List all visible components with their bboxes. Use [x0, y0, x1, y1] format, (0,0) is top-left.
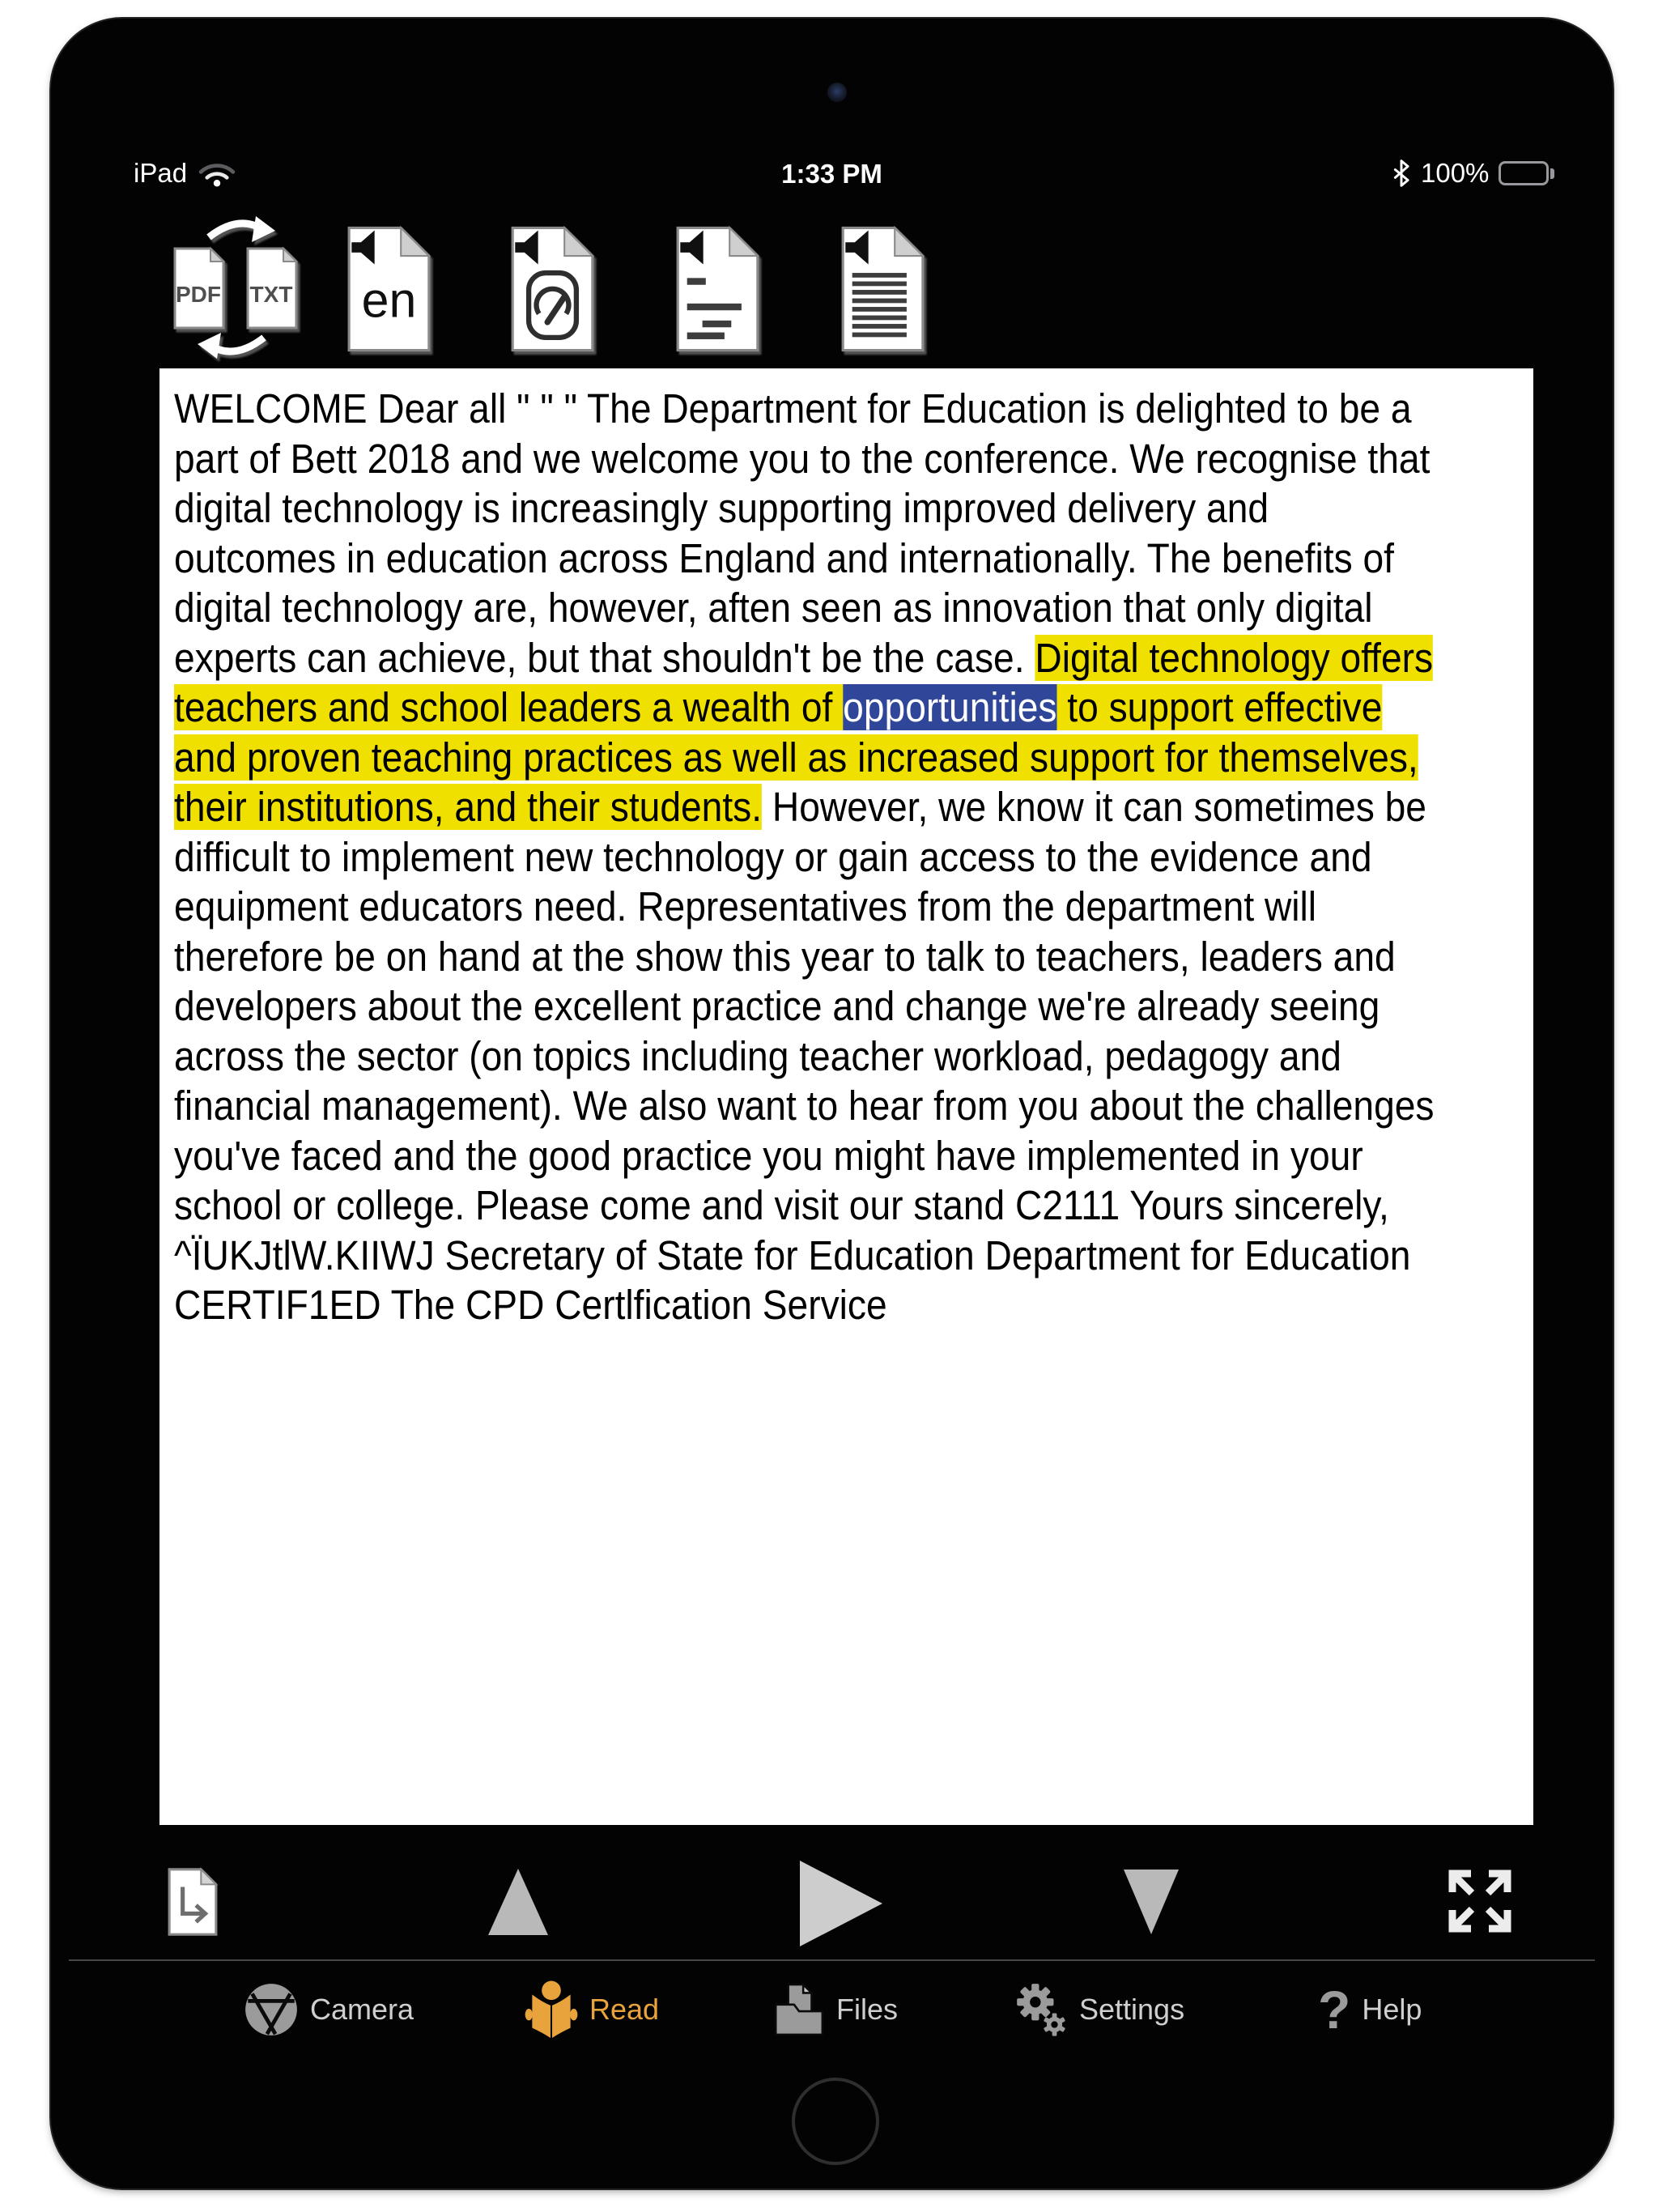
text-segment: school or college. Please come and visit our stand C2111 Yours sincerely,: [174, 1182, 1389, 1228]
text-segment: However, we know it can sometimes be: [762, 784, 1426, 830]
ipad-device-frame: [51, 19, 1613, 2189]
text-segment: digital technology is increasingly supporting improved delivery and: [174, 485, 1269, 531]
text-segment: financial management). We also want to hear from you about the challenges: [174, 1083, 1435, 1129]
status-bar-right: [1392, 158, 1554, 189]
tab-camera[interactable]: [244, 1980, 414, 2039]
reader-panel[interactable]: [159, 368, 1533, 1825]
folder-document-icon: [772, 1981, 825, 2038]
tab-help[interactable]: [1318, 1980, 1422, 2039]
pdf-txt-convert-button[interactable]: [160, 211, 312, 365]
tab-bar-divider: [69, 1959, 1595, 1961]
text-line: [174, 1131, 1392, 1181]
read-lines-button[interactable]: [675, 225, 760, 353]
txt-label: TXT: [249, 282, 293, 307]
text-segment: experts can achieve, but that shouldn't be the case.: [174, 634, 1035, 681]
sentence-highlight: to support effective: [1056, 684, 1383, 730]
front-camera: [827, 83, 847, 102]
scroll-down-button[interactable]: [1124, 1870, 1179, 1934]
text-line: [174, 384, 1412, 434]
text-line: [174, 832, 1392, 883]
gears-icon: [1013, 1981, 1068, 2038]
fullscreen-expand-icon: [1443, 1864, 1517, 1938]
spoken-word-highlight: opportunities: [843, 684, 1057, 730]
person-reading-icon: [525, 1980, 578, 2040]
voice-language-button[interactable]: [346, 225, 432, 353]
camera-aperture-icon: [244, 1982, 299, 2037]
sentence-highlight: and proven teaching practices as well as increased support for themselves,: [174, 734, 1418, 781]
text-line: [174, 882, 1392, 932]
text-segment: developers about the excellent practice and change we're already seeing: [174, 983, 1380, 1029]
tab-files[interactable]: [772, 1980, 898, 2039]
reader-text: [174, 384, 1520, 1330]
text-line: [174, 483, 1392, 534]
text-line: [174, 633, 1434, 683]
play-button[interactable]: [800, 1861, 882, 1946]
text-line: [174, 733, 1418, 783]
tab-read[interactable]: [525, 1980, 659, 2039]
text-line: [174, 782, 1426, 832]
text-segment: therefore be on hand at the show this year to talk to teachers, leaders and: [174, 933, 1396, 980]
carrier-label: iPad: [134, 158, 188, 188]
question-mark-icon: ?: [1318, 1980, 1351, 2040]
text-line: [174, 981, 1392, 1032]
text-segment: difficult to implement new technology or gain access to the evidence and: [174, 833, 1372, 880]
sentence-highlight: teachers and school leaders a wealth of: [174, 684, 844, 730]
language-code-label: en: [361, 272, 417, 328]
text-line: [174, 1280, 1392, 1330]
tab-camera-label: Camera: [310, 1993, 414, 2026]
text-line: [174, 1231, 1411, 1281]
text-line: [174, 1180, 1392, 1231]
text-line: [174, 683, 1392, 733]
scroll-up-button[interactable]: [488, 1869, 548, 1935]
text-line: [174, 583, 1392, 633]
export-button[interactable]: [166, 1866, 219, 1938]
text-segment: across the sector (on topics including teacher workload, pedagogy and: [174, 1032, 1341, 1079]
text-segment: you've faced and the good practice you might have implemented in your: [174, 1132, 1363, 1179]
text-segment: CERTIF1ED The CPD Certlfication Service: [174, 1282, 887, 1328]
sentence-highlight: Digital technology offers: [1035, 634, 1434, 681]
text-segment: digital technology are, however, aften seen as innovation that only digital: [174, 585, 1373, 631]
text-line: [174, 534, 1392, 584]
text-segment: ^ÏUKJtlW.KIIWJ Secretary of State for Education Department for Education: [174, 1231, 1411, 1278]
tab-settings-label: Settings: [1079, 1993, 1185, 2026]
battery-percent-label: 100%: [1421, 158, 1490, 188]
text-segment: outcomes in education across England and internationally. The benefits of: [174, 534, 1394, 581]
tab-help-label: Help: [1362, 1993, 1422, 2026]
tab-files-label: Files: [836, 1993, 899, 2026]
bluetooth-icon: [1392, 159, 1411, 188]
text-line: [174, 1081, 1435, 1131]
text-segment: part of Bett 2018 and we welcome you to the conference. We recognise that: [174, 435, 1431, 482]
text-segment: equipment educators need. Representatives from the department will: [174, 883, 1317, 929]
fullscreen-button[interactable]: [1443, 1864, 1517, 1938]
pdf-label: PDF: [176, 282, 221, 307]
tab-settings[interactable]: [1013, 1980, 1184, 2039]
sentence-highlight: their institutions, and their students.: [174, 784, 763, 830]
speech-rate-button[interactable]: [510, 225, 595, 353]
battery-icon: [1499, 161, 1554, 185]
tab-read-label: Read: [589, 1993, 660, 2026]
text-line: [174, 932, 1396, 982]
read-document-button[interactable]: [840, 225, 925, 353]
text-line: [174, 1032, 1392, 1082]
status-bar-time: 1:33 PM: [781, 159, 882, 189]
text-line: [174, 434, 1431, 484]
home-button[interactable]: [792, 2078, 879, 2165]
text-segment: WELCOME Dear all " " " The Department for Education is delighted to be a: [174, 385, 1412, 432]
